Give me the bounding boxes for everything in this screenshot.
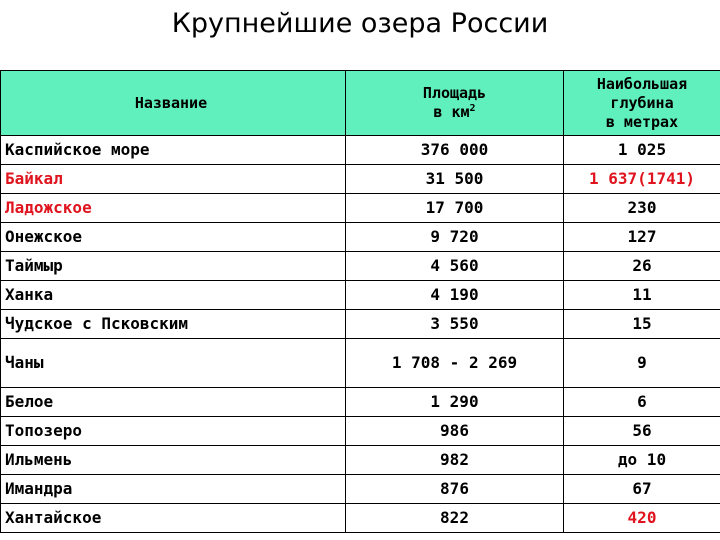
lake-depth: 230 [564,194,720,223]
table-row [1,388,720,417]
table-header-row [1,71,720,136]
table-row [1,310,720,339]
header-depth [564,71,720,136]
lake-area: 9 720 [346,223,564,252]
header-depth-line3: в метрах [605,112,679,131]
lake-name: Белое [1,388,346,417]
lake-depth: 420 [564,504,720,533]
lake-name: Имандра [1,475,346,504]
lake-depth: 67 [564,475,720,504]
table-row [1,165,720,194]
lakes-table [0,70,720,533]
lake-depth: 26 [564,252,720,281]
lake-area: 3 550 [346,310,564,339]
table-row [1,339,720,388]
table-row [1,223,720,252]
lake-name: Ильмень [1,446,346,475]
lake-area: 31 500 [346,165,564,194]
table-row [1,252,720,281]
lake-name: Каспийское море [1,136,346,165]
header-depth-line1: Наибольшая [596,74,688,93]
lake-depth: 11 [564,281,720,310]
table-row [1,504,720,533]
table-row [1,136,720,165]
lake-depth: 127 [564,223,720,252]
lake-depth: 6 [564,388,720,417]
lake-area: 4 560 [346,252,564,281]
header-area-line1: Площадь [422,84,487,102]
table-row [1,417,720,446]
lake-area: 4 190 [346,281,564,310]
lake-depth: 1 025 [564,136,720,165]
lake-depth: 56 [564,417,720,446]
lake-name: Ханка [1,281,346,310]
table-row [1,475,720,504]
header-depth-line2: глубина [610,93,674,112]
lake-area: 1 290 [346,388,564,417]
header-area [346,71,564,136]
table-row [1,446,720,475]
lake-name: Ладожское [1,194,346,223]
lake-name: Чаны [1,339,346,388]
lake-area: 822 [346,504,564,533]
lake-area: 986 [346,417,564,446]
lake-area: 982 [346,446,564,475]
header-name: Название [1,71,346,136]
lake-area: 17 700 [346,194,564,223]
table-row [1,281,720,310]
page-title: Крупнейшие озера России [171,8,549,39]
header-area-line2: в км [433,103,470,121]
lake-depth: 15 [564,310,720,339]
lake-area: 376 000 [346,136,564,165]
lake-depth: до 10 [564,446,720,475]
lake-name: Хантайское [1,504,346,533]
lake-name: Топозеро [1,417,346,446]
lake-name: Онежское [1,223,346,252]
lake-area: 876 [346,475,564,504]
lake-depth: 9 [564,339,720,388]
lake-name: Таймыр [1,252,346,281]
lake-name: Байкал [1,165,346,194]
table-row [1,194,720,223]
lake-name: Чудское с Псковским [1,310,346,339]
lake-depth: 1 637(1741) [564,165,720,194]
header-area-sup: 2 [469,103,476,114]
lake-area: 1 708 - 2 269 [346,339,564,388]
